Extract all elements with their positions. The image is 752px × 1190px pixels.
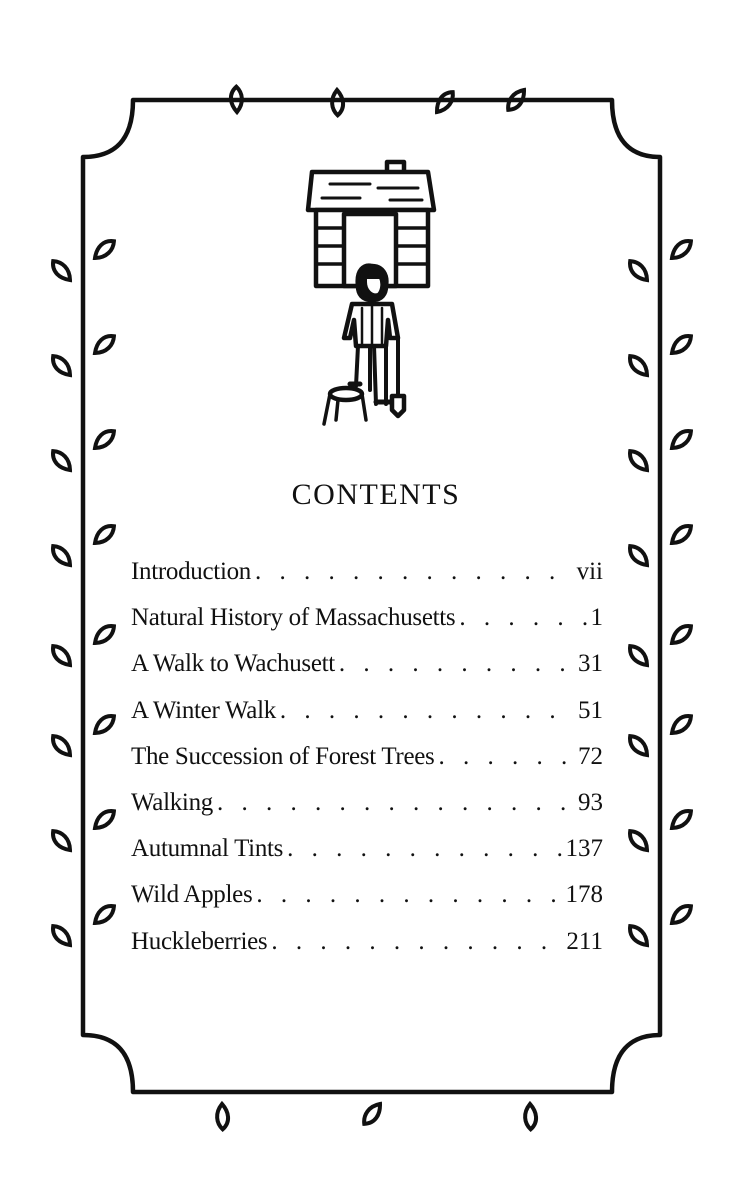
cabin-and-man-with-shovel-icon (300, 158, 440, 430)
leaf-icon (93, 236, 115, 263)
toc-entry-title: Huckleberries (131, 927, 268, 955)
toc-leader-dots (459, 598, 586, 638)
contents-heading: CONTENTS (291, 478, 461, 511)
toc-leader-dots (287, 829, 561, 869)
toc-leader-dots (255, 552, 573, 592)
toc-entry-page: 1 (590, 604, 603, 632)
leaf-icon (670, 426, 692, 453)
leaf-icon (48, 644, 75, 666)
leaf-icon (625, 449, 652, 471)
leaf-icon (625, 354, 652, 376)
toc-entry[interactable] (131, 598, 603, 644)
toc-entry-page: 93 (578, 788, 603, 816)
leaf-icon (625, 829, 652, 851)
toc-entry-title: Walking (131, 788, 213, 816)
toc-entry-page: 178 (565, 881, 603, 909)
leaf-icon (670, 521, 692, 548)
leaf-icon (48, 259, 75, 281)
leaf-icon (625, 644, 652, 666)
leaf-icon (93, 521, 115, 548)
leaf-icon (625, 544, 652, 566)
leaf-icon (362, 1101, 381, 1128)
leaf-icon (625, 734, 652, 756)
toc-entry-title: Wild Apples (131, 881, 253, 909)
leaf-icon (48, 829, 75, 851)
leaf-icon (93, 806, 115, 833)
toc-entry[interactable] (131, 552, 603, 598)
toc-entry-page: 72 (578, 742, 603, 770)
toc-entry-title: A Walk to Wachusett (131, 650, 335, 678)
leaf-icon (670, 901, 692, 928)
toc-entry[interactable] (131, 737, 603, 783)
leaf-icon (93, 711, 115, 738)
toc-entry-page: vii (576, 558, 603, 585)
toc-leader-dots (271, 922, 562, 962)
toc-entry-title: A Winter Walk (131, 696, 276, 724)
toc-entry-page: 137 (565, 835, 603, 863)
leaf-icon (48, 544, 75, 566)
toc-leader-dots (256, 875, 561, 915)
leaf-icon (670, 711, 692, 738)
toc-leader-dots (438, 737, 574, 777)
toc-entry-title: The Succession of Forest Trees (131, 742, 435, 770)
toc-entry-title: Autumnal Tints (131, 835, 284, 863)
leaf-icon (93, 901, 115, 928)
toc-entry[interactable] (131, 829, 603, 875)
leaf-icon (48, 734, 75, 756)
leaf-icon (48, 924, 75, 946)
toc-entry[interactable] (131, 783, 603, 829)
toc-entry-title: Introduction (131, 558, 251, 585)
toc-entry-page: 211 (566, 927, 603, 955)
leaf-icon (93, 426, 115, 453)
toc-entry[interactable] (131, 644, 603, 690)
toc-entry-page: 31 (578, 650, 603, 678)
leaf-icon (625, 924, 652, 946)
toc-entry-page: 51 (578, 696, 603, 724)
toc-leader-dots (280, 691, 574, 731)
toc-entry[interactable] (131, 691, 603, 737)
leaf-icon (48, 354, 75, 376)
toc-leader-dots (217, 783, 574, 823)
toc-leader-dots (339, 644, 574, 684)
leaf-icon (670, 806, 692, 833)
toc-entry[interactable] (131, 922, 603, 968)
leaf-icon (328, 89, 347, 116)
leaf-icon (625, 259, 652, 281)
leaf-icon (521, 1103, 540, 1130)
table-of-contents (131, 552, 603, 968)
toc-entry-title: Natural History of Massachusetts (131, 604, 456, 632)
leaf-icon (48, 449, 75, 471)
leaf-icon (93, 331, 115, 358)
toc-entry[interactable] (131, 875, 603, 921)
leaf-icon (670, 236, 692, 263)
leaf-icon (93, 621, 115, 648)
leaf-icon (213, 1103, 232, 1130)
leaf-icon (670, 621, 692, 648)
leaf-icon (670, 331, 692, 358)
